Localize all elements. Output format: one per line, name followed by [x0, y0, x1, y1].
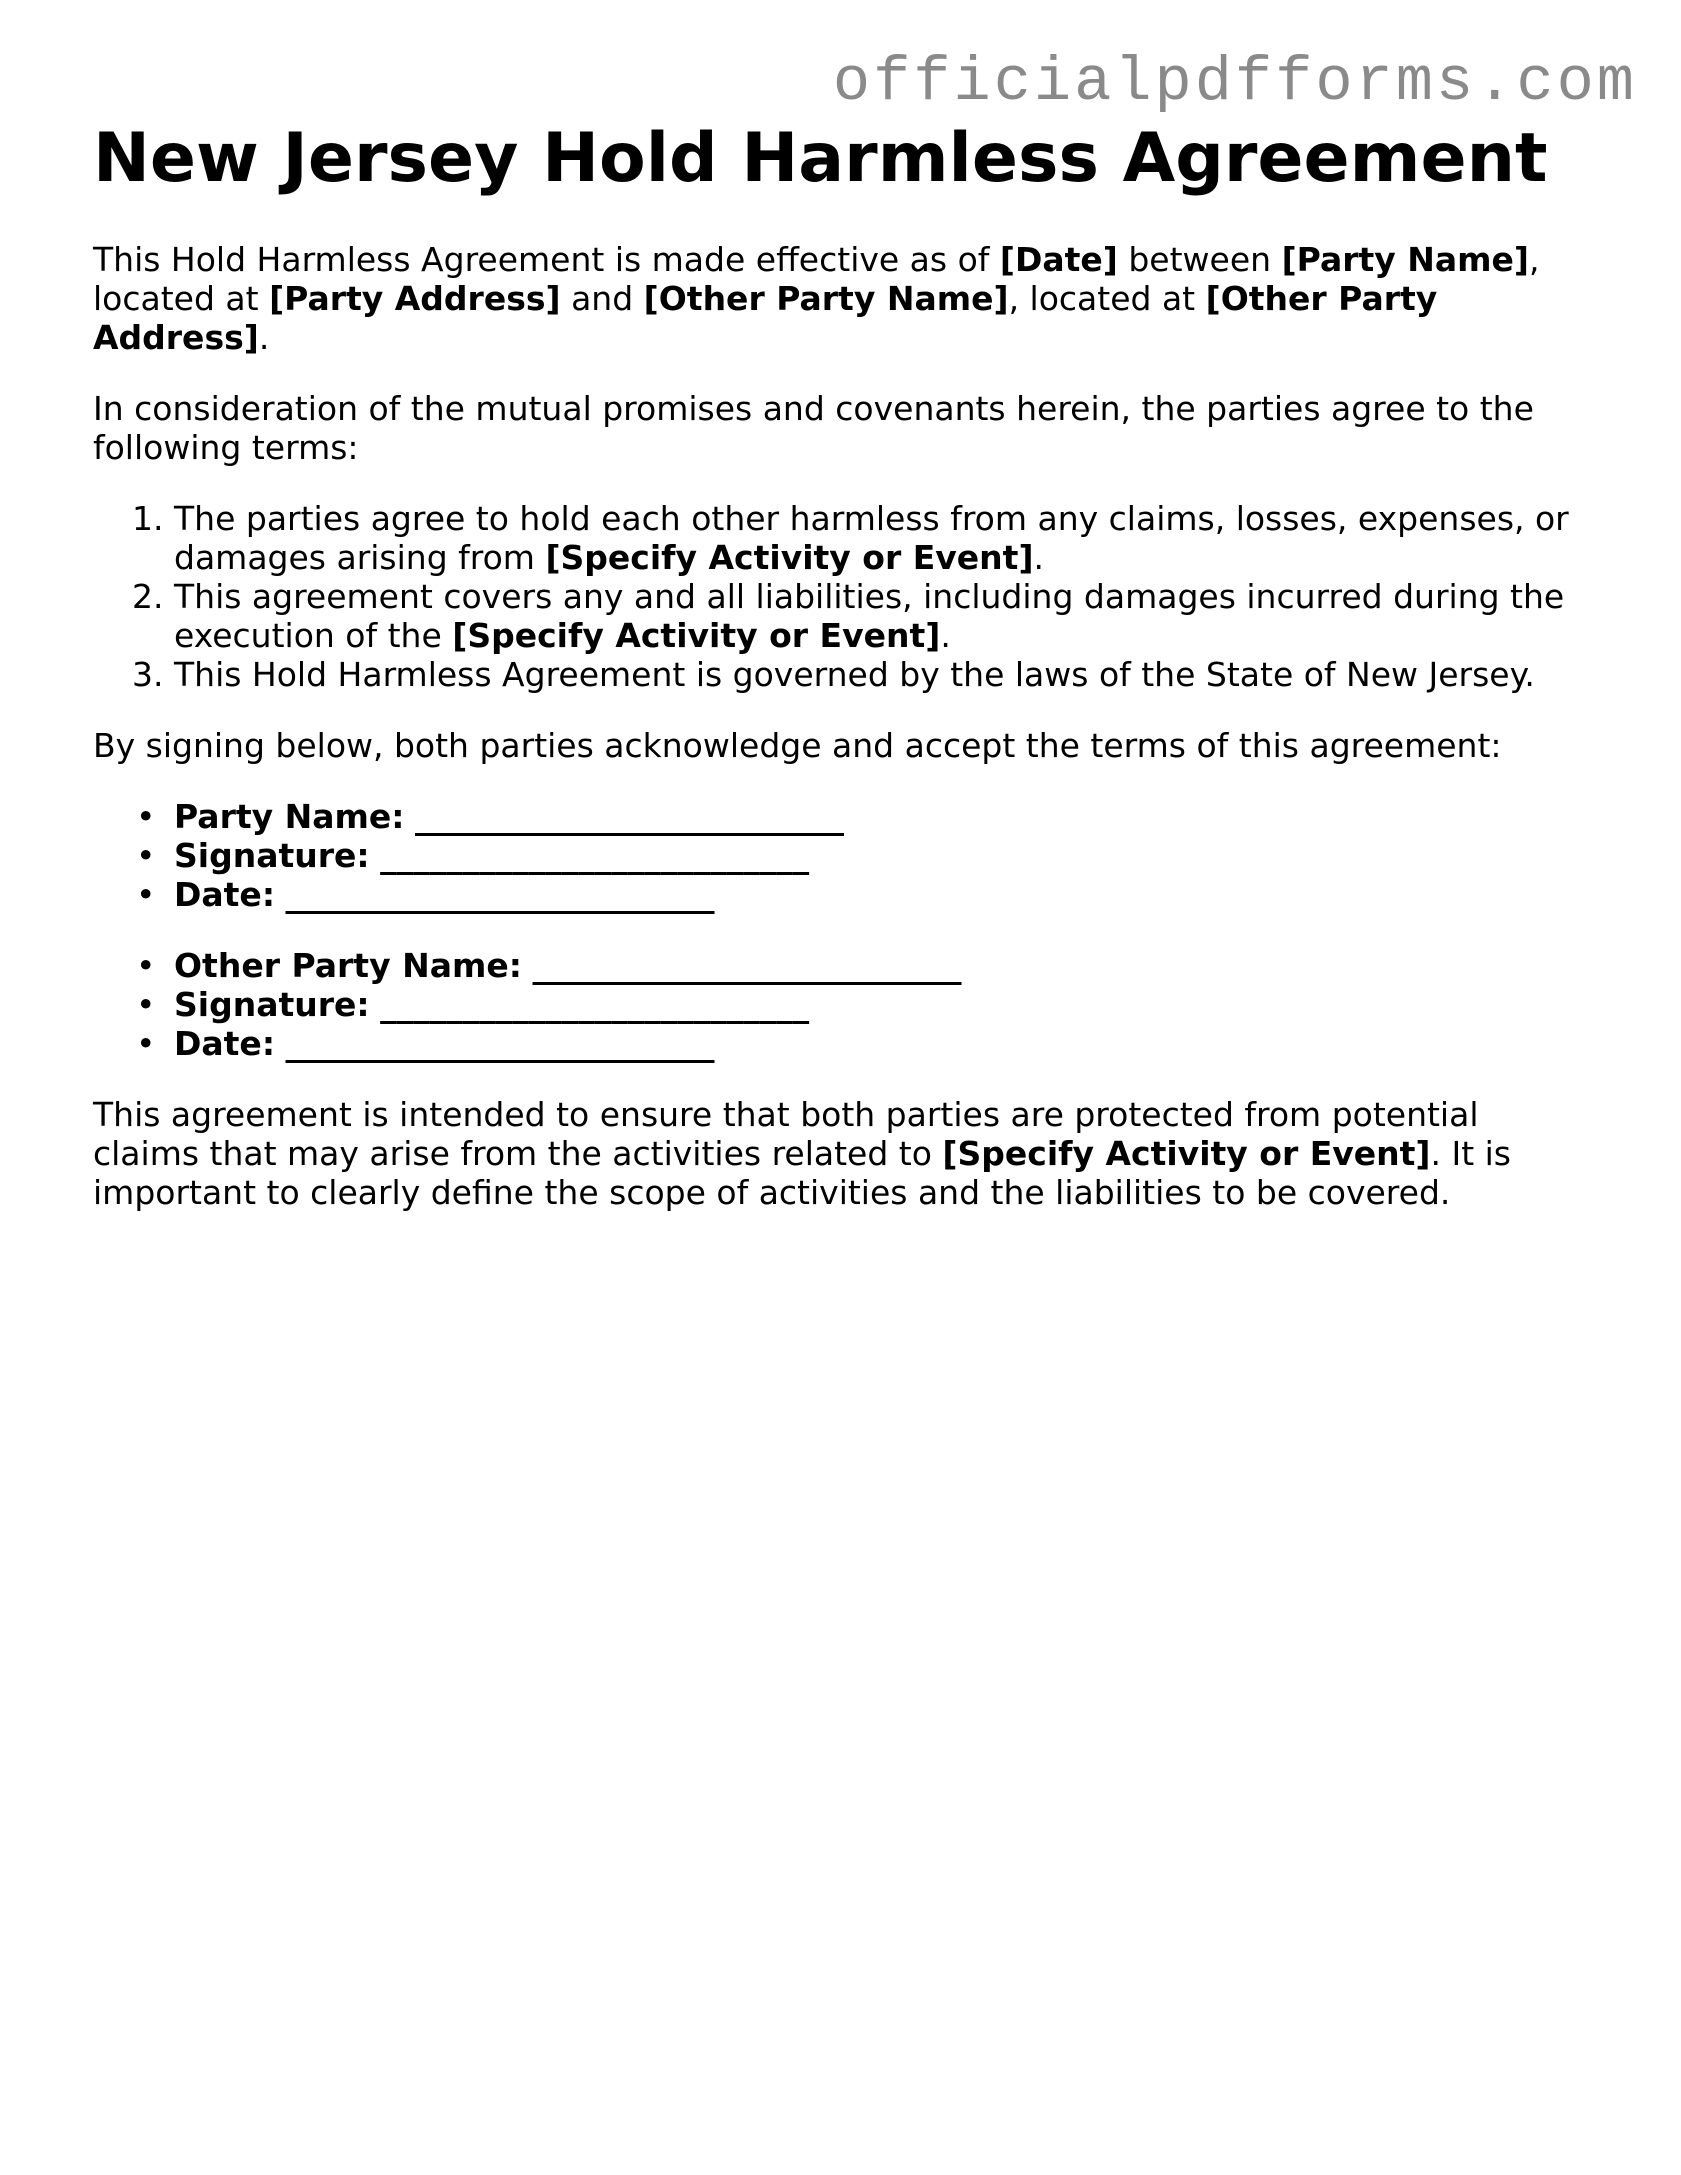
intro-text: , located at	[93, 239, 1540, 318]
other-party-signature-block	[93, 946, 1593, 1063]
term-text: .	[940, 615, 951, 655]
field-label: Date:	[174, 874, 276, 914]
document	[93, 118, 1593, 1212]
intro-paragraph	[93, 240, 1593, 357]
signature-line-item	[174, 946, 1593, 985]
field-label: Signature:	[174, 984, 370, 1024]
term-item	[174, 499, 1593, 577]
term-text: This Hold Harmless Agreement is governed by the laws of the State of New Jersey.	[174, 654, 1535, 694]
term-text: This agreement covers any and all liabilities, including damages incurred during the execution of the	[174, 576, 1565, 655]
blank-line[interactable]: __________________________	[380, 984, 810, 1024]
closing-paragraph	[93, 1095, 1593, 1212]
signature-line-item	[174, 985, 1593, 1024]
signature-line-item	[174, 836, 1593, 875]
signature-line-item	[174, 875, 1593, 914]
signature-line-item	[174, 1024, 1593, 1063]
term-item	[174, 655, 1593, 694]
term-text: The parties agree to hold each other harmless from any claims, losses, expenses, or damages arising from	[174, 498, 1569, 577]
blank-line[interactable]: __________________________	[532, 945, 962, 985]
party-name-placeholder: [Party Name]	[1281, 239, 1529, 279]
consideration-paragraph: In consideration of the mutual promises and covenants herein, the parties agree to the following terms:	[93, 388, 1534, 467]
other-party-address-placeholder: [Other Party Address]	[93, 278, 1438, 357]
party-signature-block	[93, 797, 1593, 914]
other-party-name-placeholder: [Other Party Name]	[643, 278, 1009, 318]
field-label: Signature:	[174, 835, 370, 875]
intro-text: , located at	[1008, 278, 1206, 318]
field-label: Date:	[174, 1023, 276, 1063]
blank-line[interactable]: __________________________	[285, 1023, 715, 1063]
signing-intro: By signing below, both parties acknowledge and accept the terms of this agreement:	[93, 725, 1502, 765]
intro-text: This Hold Harmless Agreement is made effective as of	[93, 239, 1000, 279]
activity-placeholder: [Specify Activity or Event]	[545, 537, 1034, 577]
signature-line-item	[174, 797, 1593, 836]
watermark: officialpdfforms.com	[832, 47, 1637, 118]
activity-placeholder: [Specify Activity or Event]	[942, 1133, 1431, 1173]
date-placeholder: [Date]	[999, 239, 1118, 279]
intro-text: and	[560, 278, 644, 318]
blank-line[interactable]: __________________________	[380, 835, 810, 875]
closing-text: This agreement is intended to ensure that both parties are protected from potential claims that may arise from the activities related to	[93, 1094, 1479, 1173]
field-label: Party Name:	[174, 796, 405, 836]
term-text: .	[1033, 537, 1045, 577]
intro-text: between	[1117, 239, 1282, 279]
blank-line[interactable]: __________________________	[414, 796, 844, 836]
intro-text: .	[258, 317, 270, 357]
closing-text: . It is important to clearly define the scope of activities and the liabilities to be covered.	[93, 1133, 1512, 1212]
terms-list	[93, 499, 1593, 694]
page-title: New Jersey Hold Harmless Agreement	[93, 119, 1548, 198]
field-label: Other Party Name:	[174, 945, 522, 985]
blank-line[interactable]: __________________________	[285, 874, 715, 914]
term-item	[174, 577, 1593, 655]
party-address-placeholder: [Party Address]	[269, 278, 561, 318]
activity-placeholder: [Specify Activity or Event]	[452, 615, 941, 655]
